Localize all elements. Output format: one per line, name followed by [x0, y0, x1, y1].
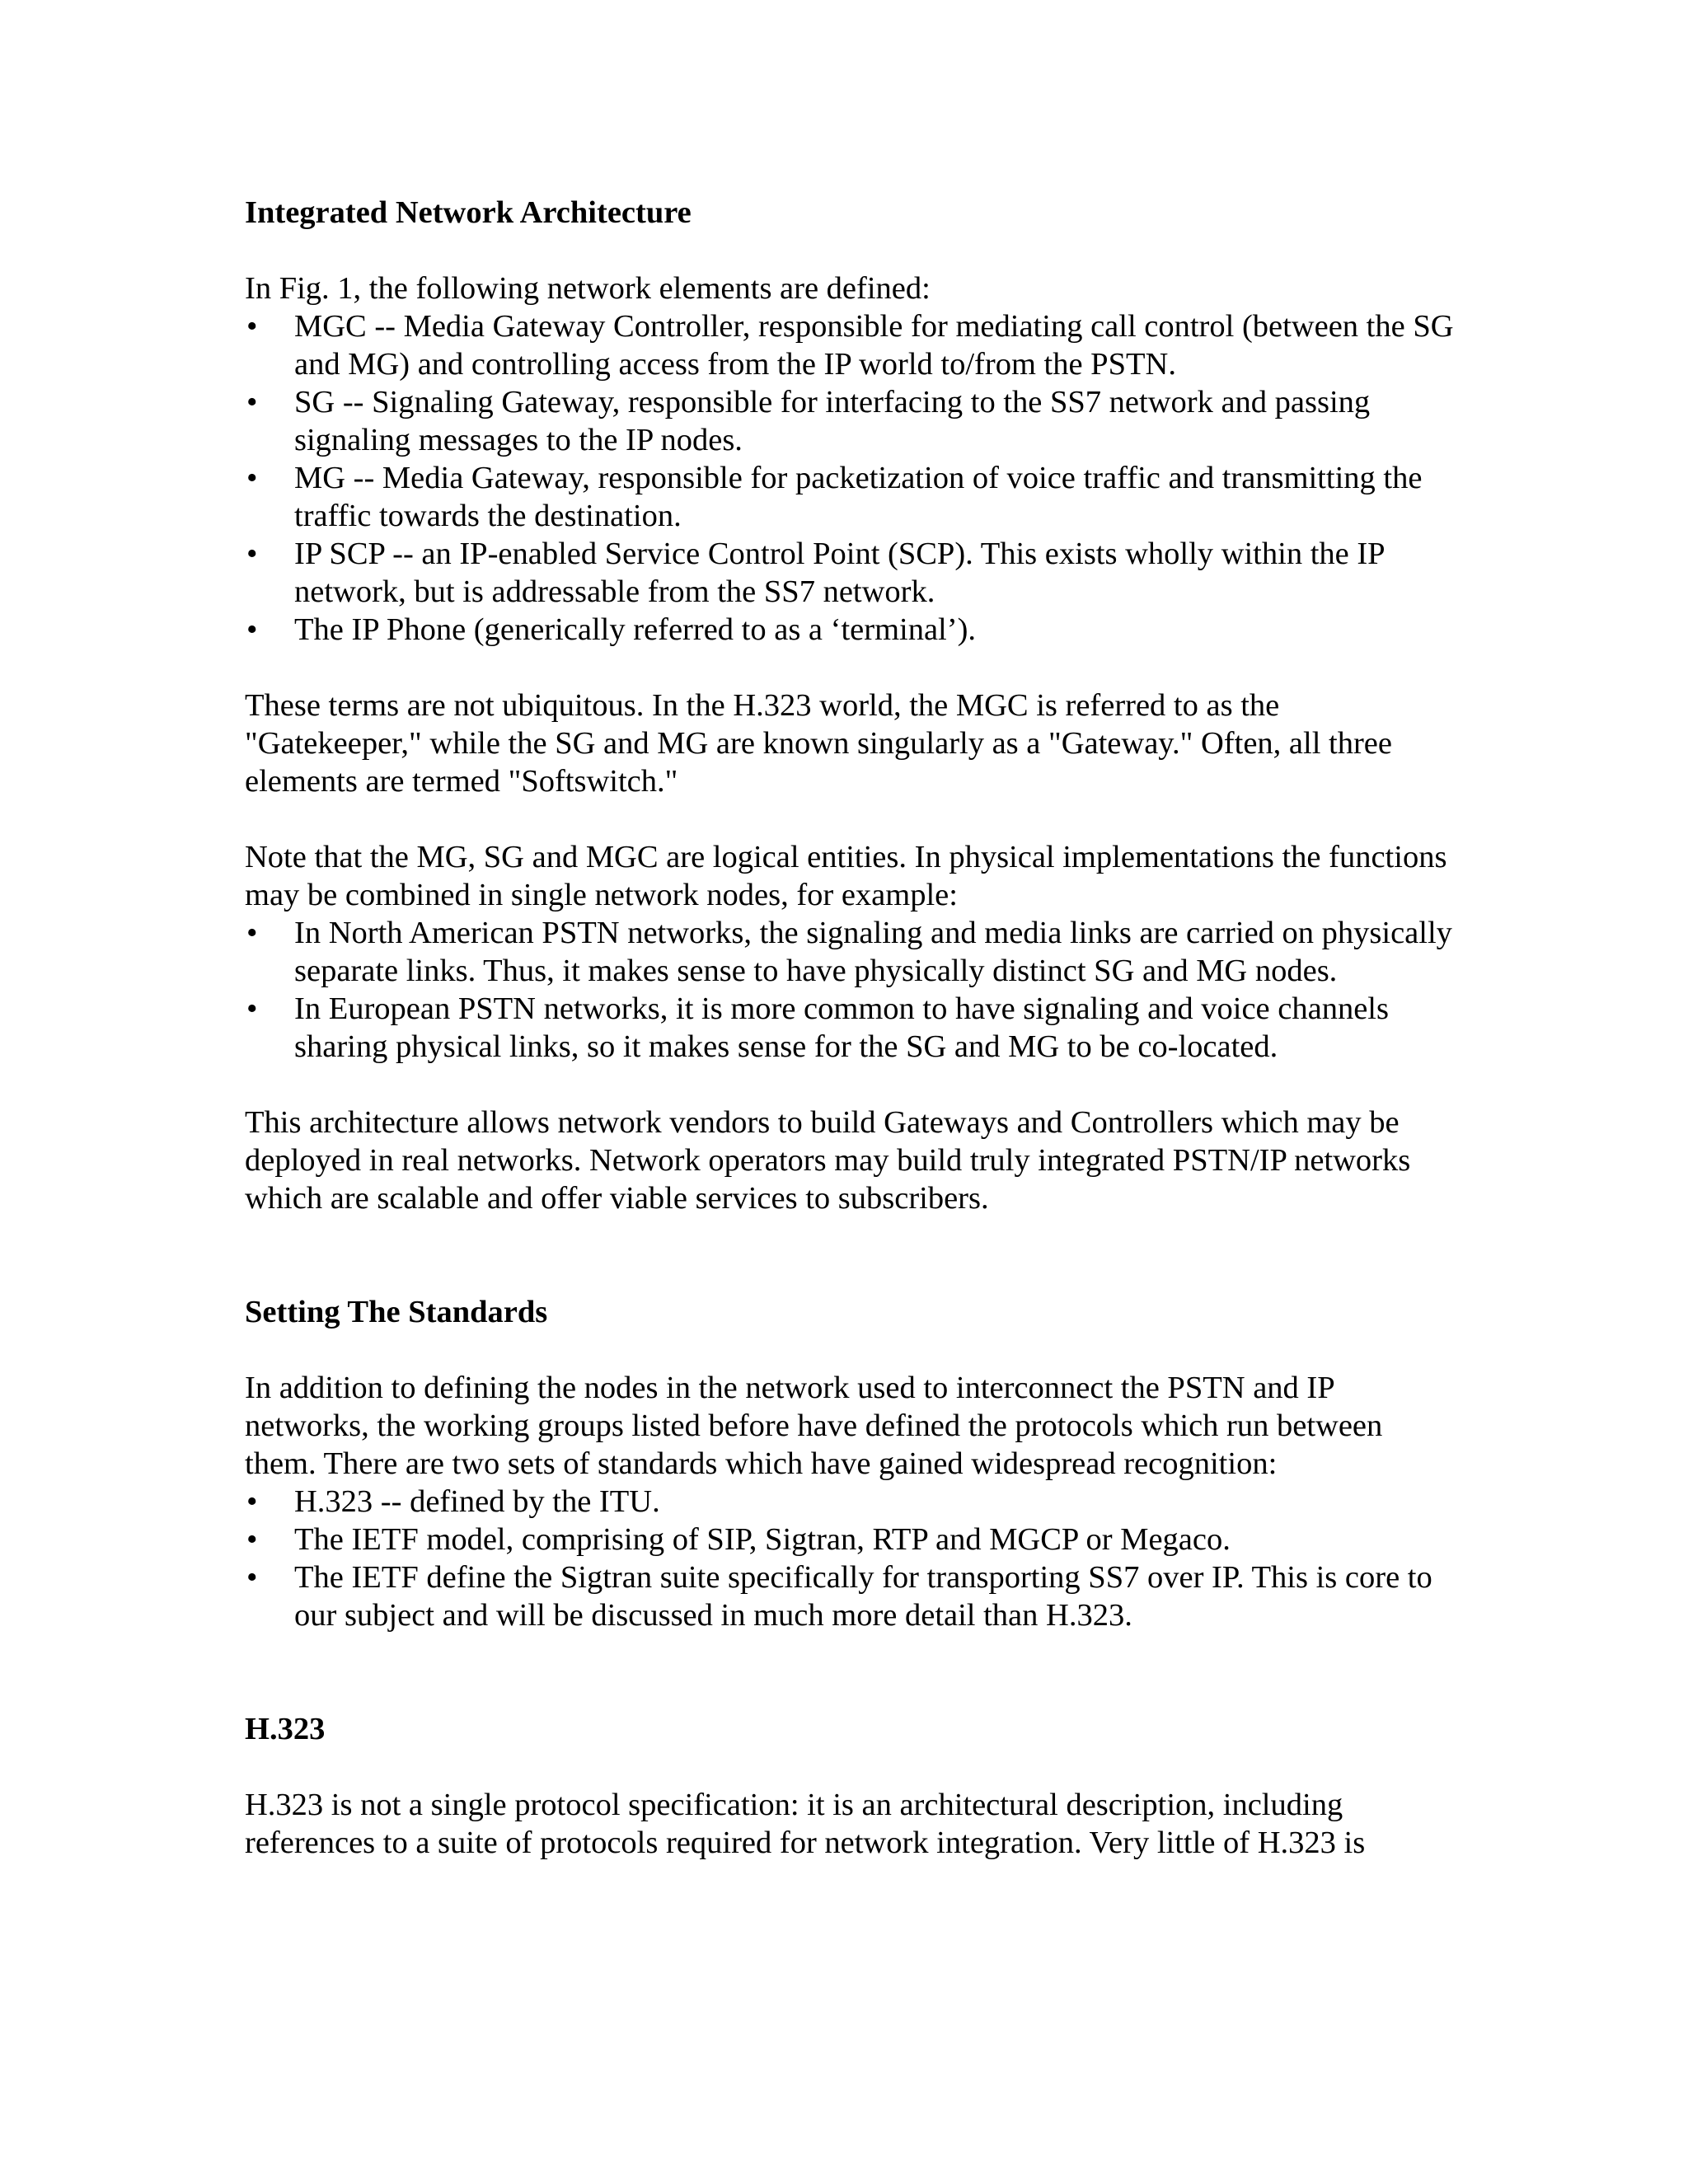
- list-item: [245, 383, 1456, 459]
- list-item-text: SG -- Signaling Gateway, responsible for interfacing to the SS7 network and passing signaling messages to the IP nodes.: [294, 385, 1371, 457]
- list-item-text: MGC -- Media Gateway Controller, responsible for mediating call control (between the SG and MG) and controlling access from the IP world to/from the PSTN.: [294, 309, 1454, 382]
- bullet-icon: •: [246, 1560, 258, 1595]
- list-item-text: The IP Phone (generically referred to as a ‘terminal’).: [294, 612, 977, 647]
- bullet-icon: •: [246, 612, 258, 647]
- list-item-text: MG -- Media Gateway, responsible for packetization of voice traffic and transmitting the traffic towards the destination.: [294, 461, 1423, 533]
- paragraph-architecture: This architecture allows network vendors to build Gateways and Controllers which may be deployed in real networks. Network operators may build truly integrated PSTN/IP networks which are scalable and offer viable services to subscribers.: [245, 1105, 1411, 1216]
- bullet-icon: •: [246, 385, 258, 419]
- paragraph-intro: In Fig. 1, the following network elements are defined:: [245, 271, 931, 306]
- bullet-icon: •: [246, 461, 258, 495]
- list-item-text: The IETF define the Sigtran suite specifically for transporting SS7 over IP. This is core to our subject and will be discussed in much more detail than H.323.: [294, 1560, 1432, 1633]
- list-item-text: H.323 -- defined by the ITU.: [294, 1484, 660, 1519]
- bullet-icon: •: [246, 309, 258, 344]
- list-item: [245, 1521, 1456, 1558]
- list-item: [245, 611, 1456, 649]
- section-heading-integrated: Integrated Network Architecture: [245, 195, 692, 230]
- list-item: [245, 1558, 1456, 1634]
- list-item: [245, 1483, 1456, 1521]
- bullet-icon: •: [246, 537, 258, 571]
- list-item: [245, 914, 1456, 990]
- paragraph-terms: These terms are not ubiquitous. In the H.323 world, the MGC is referred to as the "Gatekeeper," while the SG and MG are known singularly as a "Gateway." Often, all three elements are termed "Softswitch.": [245, 688, 1392, 799]
- bullet-icon: •: [246, 991, 258, 1026]
- paragraph-standards-intro: In addition to defining the nodes in the network used to interconnect the PSTN and IP networks, the working groups listed before have defined the protocols which run between them. There are two sets of standards which have gained widespread recognition:: [245, 1371, 1383, 1481]
- section-heading-h323: H.323: [245, 1712, 326, 1746]
- paragraph-h323-intro: H.323 is not a single protocol specification: it is an architectural description, including references to a suite of protocols required for network integration. Very little of H.323 is: [245, 1788, 1366, 1860]
- list-item-text: In North American PSTN networks, the signaling and media links are carried on physically separate links. Thus, it makes sense to have physically distinct SG and MG nodes.: [294, 916, 1452, 988]
- list-item-text: The IETF model, comprising of SIP, Sigtran, RTP and MGCP or Megaco.: [294, 1522, 1231, 1557]
- list-item-text: IP SCP -- an IP-enabled Service Control Point (SCP). This exists wholly within the IP network, but is addressable from the SS7 network.: [294, 537, 1385, 609]
- bullet-icon: •: [246, 1484, 258, 1519]
- document-page: [245, 194, 1456, 1862]
- paragraph-note: Note that the MG, SG and MGC are logical entities. In physical implementations the functions may be combined in single network nodes, for example:: [245, 840, 1447, 912]
- list-item: [245, 459, 1456, 535]
- bullet-list-implementations: [245, 914, 1456, 1066]
- bullet-icon: •: [246, 1522, 258, 1557]
- list-item: [245, 307, 1456, 383]
- bullet-list-elements: [245, 307, 1456, 649]
- list-item-text: In European PSTN networks, it is more common to have signaling and voice channels sharing physical links, so it makes sense for the SG and MG to be co-located.: [294, 991, 1389, 1064]
- bullet-list-standards: [245, 1483, 1456, 1634]
- bullet-icon: •: [246, 916, 258, 950]
- list-item: [245, 535, 1456, 611]
- list-item: [245, 990, 1456, 1066]
- section-heading-standards: Setting The Standards: [245, 1295, 548, 1329]
